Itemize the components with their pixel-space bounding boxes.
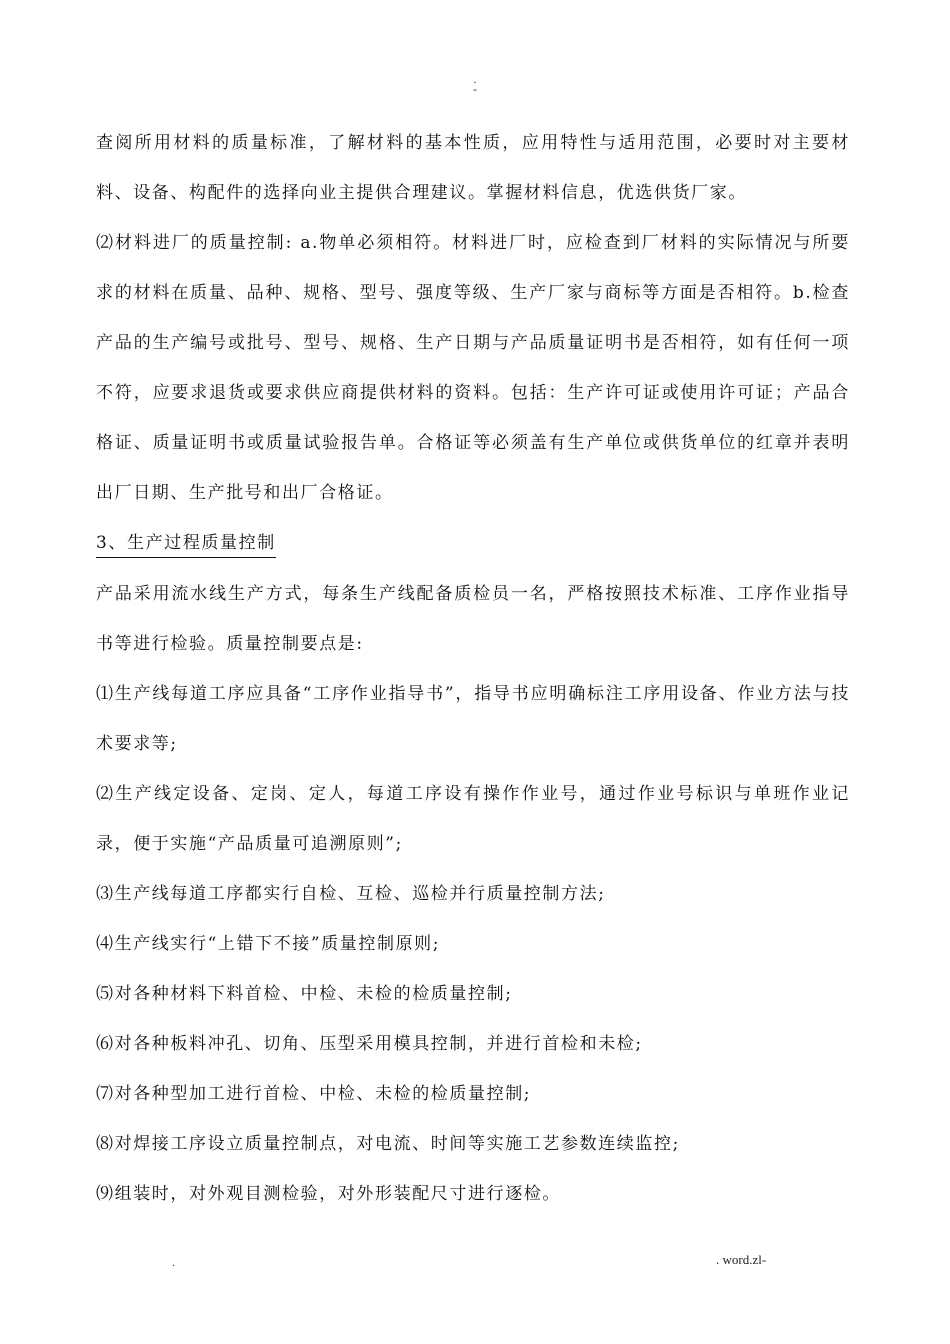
list-item: ⑹对各种板料冲孔、切角、压型采用模具控制，并进行首检和未检; xyxy=(96,1034,643,1054)
list-item: ⑶生产线每道工序都实行自检、互检、巡检并行质量控制方法; xyxy=(96,884,606,904)
list-item: ⑷生产线实行“上错下不接”质量控制原则; xyxy=(96,934,441,954)
header-mark-top: . xyxy=(473,72,477,86)
list-item: ⑴生产线每道工序应具备“工序作业指导书”，指导书应明确标注工序用设备、作业方法与技术要求等; xyxy=(96,684,850,754)
header-mark-bottom: - xyxy=(473,82,477,96)
list-item: ⑸对各种材料下料首检、中检、未检的检质量控制; xyxy=(96,984,513,1004)
list-item: ⑺对各种型加工进行首检、中检、未检的检质量控制; xyxy=(96,1084,532,1104)
page-header xyxy=(0,74,950,94)
paragraph: 查阅所用材料的质量标准，了解材料的基本性质，应用特性与适用范围，必要时对主要材料、设备、构配件的选择向业主提供合理建议。掌握材料信息，优选供货厂家。 xyxy=(96,133,850,203)
document-body xyxy=(96,118,850,1219)
paragraph: 产品采用流水线生产方式，每条生产线配备质检员一名，严格按照技术标准、工序作业指导书等进行检验。质量控制要点是: xyxy=(96,584,850,654)
list-item: ⑼组装时，对外观目测检验，对外形装配尺寸进行逐检。 xyxy=(96,1184,561,1204)
footer-right-text: . word.zl- xyxy=(716,1252,767,1267)
section-heading: 3、生产过程质量控制 xyxy=(96,529,276,558)
list-item: ⑻对焊接工序设立质量控制点，对电流、时间等实施工艺参数连续监控; xyxy=(96,1134,680,1154)
footer-left-mark: . xyxy=(172,1255,175,1269)
list-item: ⑵生产线定设备、定岗、定人，每道工序设有操作作业号，通过作业号标识与单班作业记录，便于实施“产品质量可追溯原则”; xyxy=(96,784,850,854)
paragraph: ⑵材料进厂的质量控制: a.物单必须相符。材料进厂时，应检查到厂材料的实际情况与所要求的材料在质量、品种、规格、型号、强度等级、生产厂家与商标等方面是否相符。b.检查产品的生产编号或批号、型号、规格、生产日期与产品质量证明书是否相符，如有任何一项不符，应要求退货或要求供应商提供材料的资料。包括：生产许可证或使用许可证；产品合格证、质量证明书或质量试验报告单。合格证等必须盖有生产单位或供货单位的红章并表明出厂日期、生产批号和出厂合格证。 xyxy=(96,233,850,503)
